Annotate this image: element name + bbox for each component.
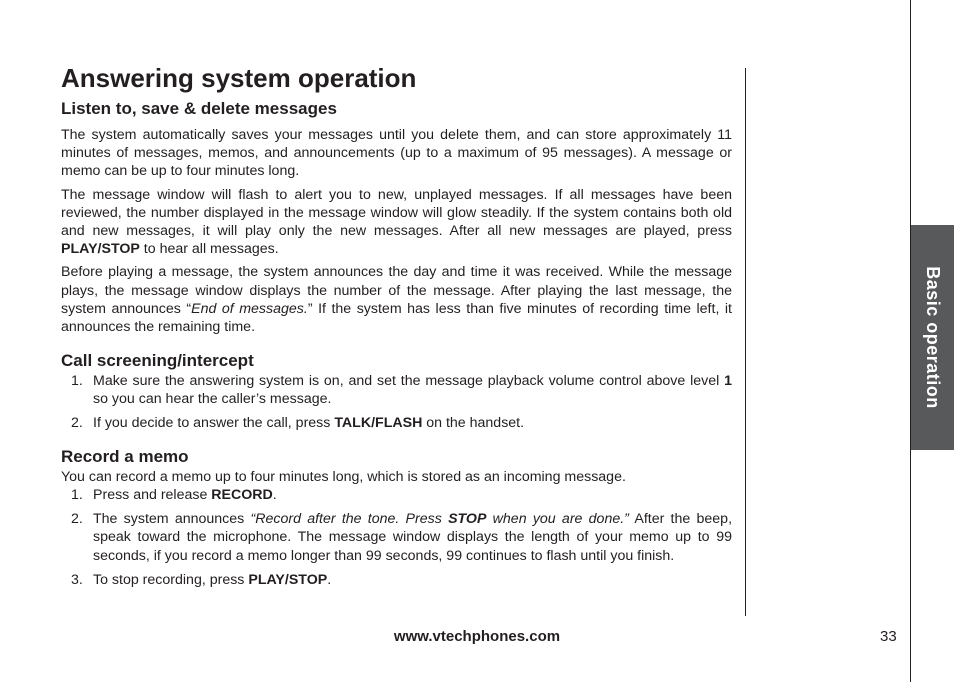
list-item: 1. Make sure the answering system is on, and set the message playback volume control above level 1 so you can hear the caller’s message. xyxy=(71,373,732,408)
footer-url: www.vtechphones.com xyxy=(393,628,561,645)
section-tab-label: Basic operation xyxy=(923,266,944,409)
listen-paragraph-1: The system automatically saves your messages until you delete them, and can store approximately 11 minutes of messages, memos, and announcements (up to a maximum of 95 messages). A message or memo can be up to four minutes long. xyxy=(61,127,732,180)
memo-steps xyxy=(61,486,732,589)
listen-paragraph-3: Before playing a message, the system announces the day and time it was received. While the message plays, the message window displays the number of the message. After playing the last message, the system announces “End of messages.” If the system has less than five minutes of recording time left, it announces the remaining time. xyxy=(61,264,732,336)
play-stop-key: PLAY/STOP xyxy=(248,571,328,588)
section-heading-memo: Record a memo xyxy=(61,446,189,466)
stop-key: STOP xyxy=(448,511,487,528)
end-of-messages-phrase: End of messages. xyxy=(191,300,308,317)
listen-paragraph-2: The message window will flash to alert you to new, unplayed messages. If all messages have been reviewed, the number displayed in the message window will glow steadily. If the system contains both old and new messages, it will play only the new messages. After all new messages are played, press PLAY/STOP to hear all messages. xyxy=(61,186,732,258)
play-stop-key: PLAY/STOP xyxy=(61,241,140,258)
section-heading-screening: Call screening/intercept xyxy=(61,351,254,371)
list-item: 3. To stop recording, press PLAY/STOP. xyxy=(71,571,332,588)
section-tab xyxy=(911,225,954,450)
list-item: 2. If you decide to answer the call, press TALK/FLASH on the handset. xyxy=(71,414,525,431)
main-content xyxy=(61,98,732,589)
list-item: 2. The system announces “Record after the tone. Press STOP when you are done.” After the beep, speak toward the microphone. The message window displays the length of your memo up to 99 seconds, if you record a memo longer than 99 seconds, 99 continues to flash until you finish. xyxy=(71,511,733,564)
column-divider xyxy=(745,68,746,616)
page-number: 33 xyxy=(880,628,897,645)
record-key: RECORD xyxy=(211,487,273,504)
screening-steps xyxy=(61,372,732,432)
list-item: 1. Press and release RECORD. xyxy=(71,487,277,504)
talk-flash-key: TALK/FLASH xyxy=(334,414,423,431)
page-title: Answering system operation xyxy=(61,63,417,93)
memo-intro: You can record a memo up to four minutes long, which is stored as an incoming message. xyxy=(61,468,626,485)
section-heading-listen: Listen to, save & delete messages xyxy=(61,99,337,118)
